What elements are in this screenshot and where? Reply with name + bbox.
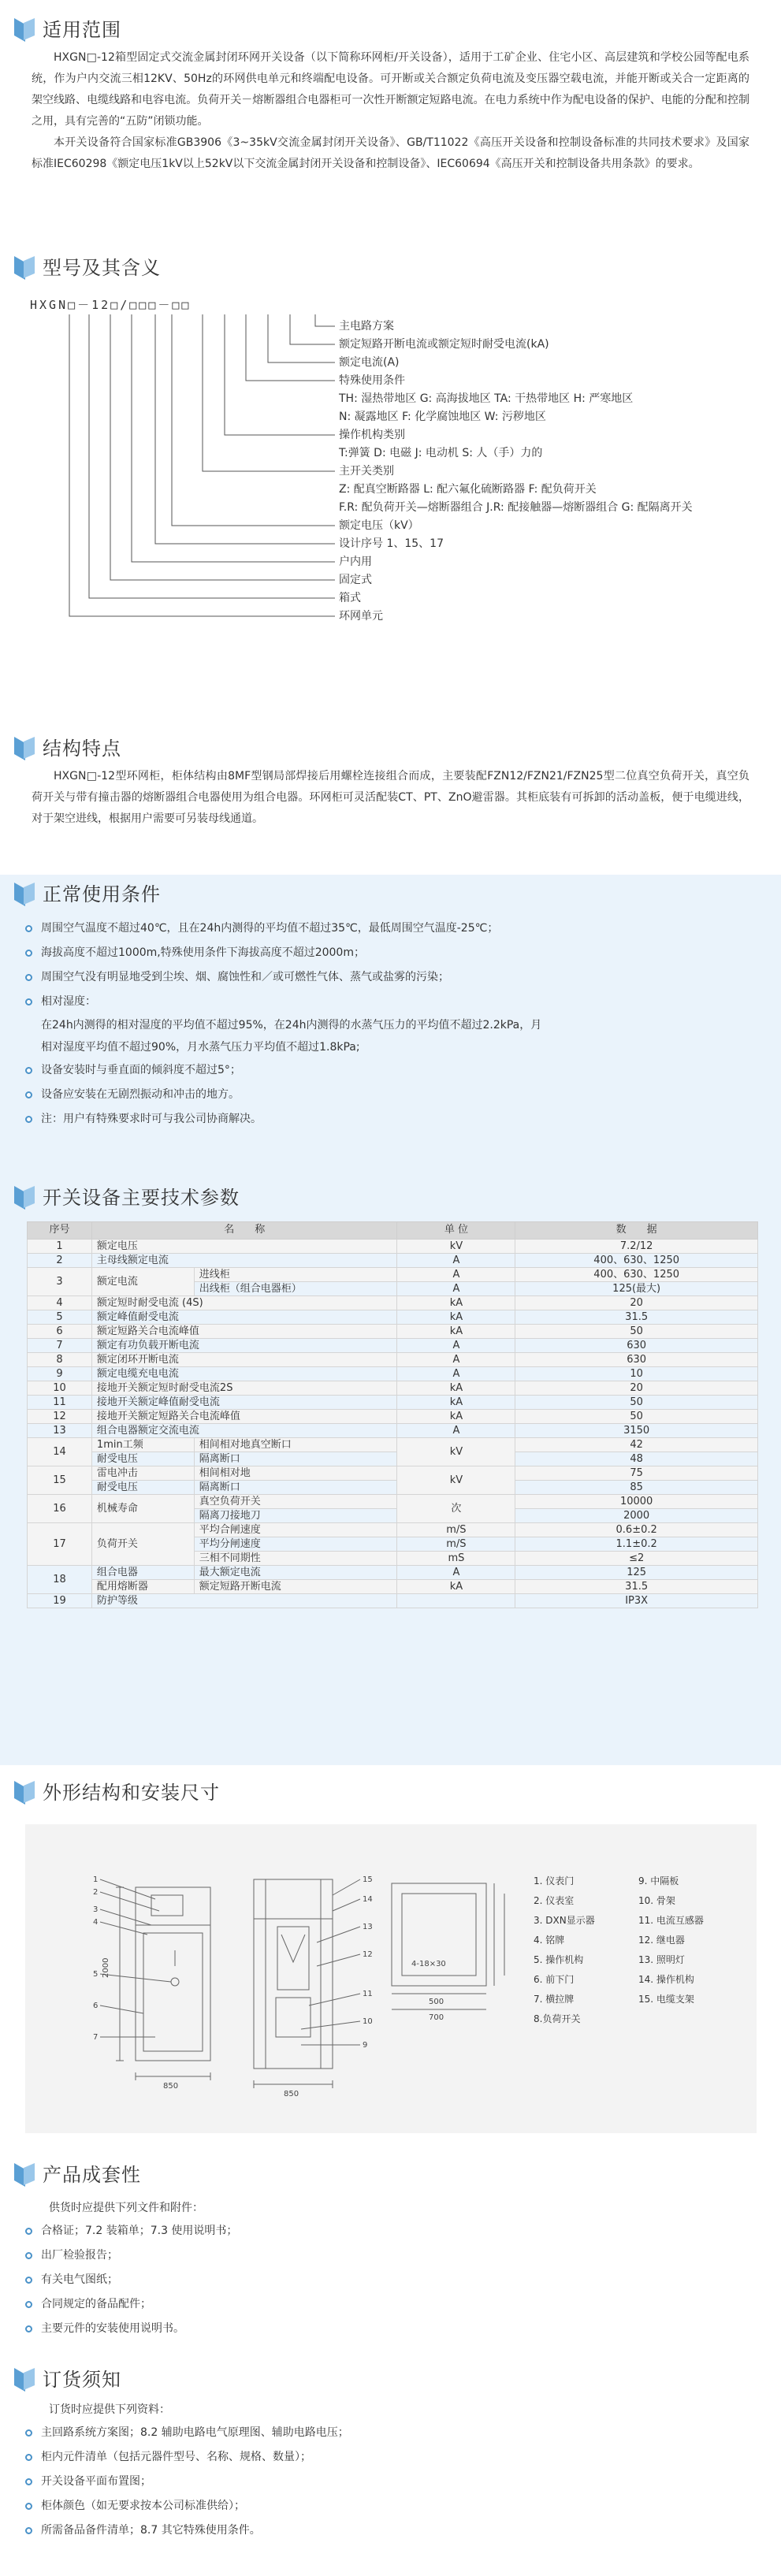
table-cell: 三相不同期性 xyxy=(194,1552,397,1566)
params-table xyxy=(27,1221,758,1608)
table-cell: 4 xyxy=(28,1296,92,1310)
table-cell: 50 xyxy=(515,1410,758,1424)
table-cell: m/S xyxy=(397,1537,515,1552)
order-section xyxy=(0,2364,781,2576)
table-cell: 相间相对地 xyxy=(194,1466,397,1481)
table-cell: 50 xyxy=(515,1396,758,1410)
table-cell: ≤2 xyxy=(515,1552,758,1566)
table-cell: 耐受电压 xyxy=(91,1452,194,1466)
table-cell: 13 xyxy=(28,1424,92,1438)
model-code: HXGN□－12□/□□□－□□ xyxy=(30,298,192,312)
model-label: 环网单元 xyxy=(339,610,383,623)
model-label: N: 凝露地区 F: 化学腐蚀地区 W: 污秽地区 xyxy=(339,411,546,423)
conditions-title xyxy=(14,879,161,910)
list-item-text: 海拔高度不超过1000m,特殊使用条件下海拔高度不超过2000m； xyxy=(41,946,365,959)
model-leader-line xyxy=(172,314,335,526)
table-row xyxy=(28,1296,758,1310)
table-cell: 平均分闸速度 xyxy=(194,1537,397,1552)
table-cell: IP3X xyxy=(515,1594,758,1608)
table-row xyxy=(28,1410,758,1424)
table-cell: kA xyxy=(397,1381,515,1396)
table-cell: 额定峰值耐受电流 xyxy=(91,1310,397,1325)
list-item-text: 主回路系统方案图；8.2 辅助电路电气原理图、辅助电路电压； xyxy=(41,2426,349,2439)
table-cell: 10 xyxy=(28,1381,92,1396)
list-item-text: 开关设备平面布置图； xyxy=(41,2475,151,2488)
table-cell: 11 xyxy=(28,1396,92,1410)
table-cell: 真空负荷开关 xyxy=(194,1495,397,1509)
table-cell: A xyxy=(397,1268,515,1282)
model-label: 固定式 xyxy=(339,574,372,586)
legend-item: 9. 中隔板 xyxy=(638,1875,679,1886)
table-cell: kA xyxy=(397,1296,515,1310)
table-cell: kV xyxy=(397,1438,515,1466)
table-cell: A xyxy=(397,1566,515,1580)
table-cell: 接地开关额定短时耐受电流2S xyxy=(91,1381,397,1396)
list-item-text: 主要元件的安装使用说明书。 xyxy=(41,2322,184,2335)
table-cell: 接地开关额定短路关合电流峰值 xyxy=(91,1410,397,1424)
bullet-icon xyxy=(25,2301,32,2308)
structure-section xyxy=(0,725,781,875)
svg-text:7: 7 xyxy=(93,2033,99,2042)
dim-side-width: 850 xyxy=(284,2090,299,2098)
table-row xyxy=(28,1438,758,1452)
legend-item: 10. 骨架 xyxy=(638,1895,675,1906)
outline-title xyxy=(14,1777,220,1808)
list-item xyxy=(22,965,757,990)
bullet-icon xyxy=(25,2429,32,2437)
structure-title xyxy=(14,733,121,764)
structure-text xyxy=(32,766,749,830)
table-cell: 1 xyxy=(28,1240,92,1254)
table-cell: A xyxy=(397,1353,515,1367)
completeness-title xyxy=(14,2159,141,2191)
svg-text:10: 10 xyxy=(363,2017,373,2026)
table-cell: 12 xyxy=(28,1410,92,1424)
table-cell: 31.5 xyxy=(515,1580,758,1594)
table-cell: 隔离断口 xyxy=(194,1452,397,1466)
table-row xyxy=(28,1424,758,1438)
table-cell: 1.1±0.2 xyxy=(515,1537,758,1552)
bullet-icon xyxy=(25,2478,32,2485)
table-header: 数 据 xyxy=(515,1222,758,1240)
model-label: 额定电压（kV） xyxy=(339,519,419,532)
table-cell: A xyxy=(397,1254,515,1268)
legend-item: 8.负荷开关 xyxy=(534,2013,581,2024)
table-cell: 10000 xyxy=(515,1495,758,1509)
table-cell: A xyxy=(397,1367,515,1381)
table-cell: 50 xyxy=(515,1325,758,1339)
list-item-text: 柜体颜色（如无要求按本公司标准供给）； xyxy=(41,2500,245,2512)
table-cell: 2000 xyxy=(515,1509,758,1523)
list-item-text: 设备应安装在无剧烈振动和冲击的地方。 xyxy=(41,1088,240,1101)
legend-item: 3. DXN显示器 xyxy=(534,1915,595,1926)
section-heading: 适用范围 xyxy=(43,18,121,41)
outline-section xyxy=(0,1761,781,2155)
legend-item: 6. 前下门 xyxy=(534,1974,575,1985)
table-cell: 31.5 xyxy=(515,1310,758,1325)
table-cell: 42 xyxy=(515,1438,758,1452)
list-item xyxy=(22,1107,757,1132)
table-cell: 400、630、1250 xyxy=(515,1268,758,1282)
bullet-icon xyxy=(25,950,32,957)
table-cell: m/S xyxy=(397,1523,515,1537)
list-item xyxy=(22,990,757,1014)
model-leader-line xyxy=(290,314,335,344)
table-cell: kA xyxy=(397,1310,515,1325)
model-label: 额定电流(A) xyxy=(339,356,400,369)
list-item-text: 周围空气没有明显地受到尘埃、烟、腐蚀性和／或可燃性气体、蒸气或盐雾的污染； xyxy=(41,971,449,983)
table-cell: 7 xyxy=(28,1339,92,1353)
model-label: 设计序号 1、15、17 xyxy=(339,537,444,550)
list-item xyxy=(22,2470,757,2494)
table-cell: kV xyxy=(397,1240,515,1254)
bullet-icon xyxy=(25,1091,32,1098)
list-item xyxy=(22,916,757,941)
list-item xyxy=(22,2317,757,2341)
legend-item: 11. 电流互感器 xyxy=(638,1915,704,1926)
model-leader-line xyxy=(110,314,335,580)
table-cell: 负荷开关 xyxy=(91,1523,194,1566)
scope-section xyxy=(0,0,781,236)
structure-paragraph: HXGN□-12型环网柜，柜体结构由8MF型钢局部焊接后用螺栓连接组合而成，主要装配FZN12/FZN21/FZN25型二位真空负荷开关，真空负荷开关与带有撞击器的熔断器组合电器使用为组合电器。环网柜可灵活配装CT、PT、ZnO避雷器。其柜底装有可拆卸的活动盖板，便于电缆进线，对于架空进线，根据用户需要可另装母线通道。 xyxy=(32,770,749,825)
section-heading: 结构特点 xyxy=(43,737,121,760)
table-cell: 125 xyxy=(515,1566,758,1580)
model-label: F.R: 配负荷开关—熔断器组合 J.R: 配接触器—熔断器组合 G: 配隔离开关 xyxy=(339,501,693,514)
section-marker-icon xyxy=(14,737,35,760)
table-row xyxy=(28,1339,758,1353)
list-item-text: 注：用户有特殊要求时可与我公司协商解决。 xyxy=(41,1113,262,1125)
table-row xyxy=(28,1594,758,1608)
table-cell xyxy=(397,1594,515,1608)
list-item xyxy=(22,2494,757,2518)
table-row xyxy=(28,1452,758,1466)
list-item-text: 相对湿度： xyxy=(41,995,96,1008)
model-label: Z: 配真空断路器 L: 配六氟化硫断路器 F: 配负荷开关 xyxy=(339,483,597,496)
svg-text:13: 13 xyxy=(363,1923,373,1931)
table-cell: 10 xyxy=(515,1367,758,1381)
section-marker-icon xyxy=(14,1186,35,1210)
svg-text:2: 2 xyxy=(93,1888,99,1897)
table-cell: 630 xyxy=(515,1353,758,1367)
table-row xyxy=(28,1481,758,1495)
model-label: 特殊使用条件 xyxy=(339,374,405,387)
humidity-detail: 相对湿度平均值不超过90%，月水蒸气压力平均值不超过1.8kPa; xyxy=(41,1041,360,1054)
legend-item: 12. 继电器 xyxy=(638,1935,685,1946)
list-item xyxy=(22,2268,757,2292)
bullet-icon xyxy=(25,2277,32,2284)
model-leader-line xyxy=(225,314,335,435)
conditions-list xyxy=(22,916,757,1132)
list-item-text: 周围空气温度不超过40℃，且在24h内测得的平均值不超过35℃，最低周围空气温度-25℃； xyxy=(41,922,499,935)
legend-left xyxy=(534,1872,595,2029)
table-cell: 630 xyxy=(515,1339,758,1353)
table-cell: 19 xyxy=(28,1594,92,1608)
model-title xyxy=(14,252,161,284)
section-heading: 产品成套性 xyxy=(43,2163,141,2186)
legend-item: 15. 电缆支架 xyxy=(638,1994,694,2005)
model-section xyxy=(0,244,781,686)
table-cell: 进线柜 xyxy=(194,1268,397,1282)
table-header: 单 位 xyxy=(397,1222,515,1240)
model-leader-line xyxy=(89,314,335,598)
table-row xyxy=(28,1268,758,1282)
scope-paragraph-1: HXGN□-12箱型固定式交流金属封闭环网开关设备（以下简称环网柜/开关设备），适用于工矿企业、住宅小区、高层建筑和学校公园等配电系统，作为户内交流三相12KV、50Hz的环网供电单元和终端配电设备。可开断或关合额定负荷电流及变压器空载电流，并能开断或关合一定距离的架空线路、电缆线路和电容电流。负荷开关－熔断器组合电器柜可一次性开断额定短路电流。在电力系统中作为配电设备的保护、电能的分配和控制之用，具有完善的“五防”闭锁功能。 xyxy=(32,51,749,128)
list-item xyxy=(22,2421,757,2445)
model-label: T:弹簧 D: 电磁 J: 电动机 S: 人（手）力的 xyxy=(339,447,543,459)
table-cell: 5 xyxy=(28,1310,92,1325)
table-cell: 2 xyxy=(28,1254,92,1268)
table-cell: 额定短时耐受电流 (4S) xyxy=(91,1296,397,1310)
table-row xyxy=(28,1381,758,1396)
table-cell: 16 xyxy=(28,1495,92,1523)
table-cell: kA xyxy=(397,1410,515,1424)
table-cell: 主母线额定电流 xyxy=(91,1254,397,1268)
list-item-text: 有关电气图纸； xyxy=(41,2273,118,2286)
front-view-cabinet xyxy=(136,1887,210,2061)
bullet-icon xyxy=(25,2503,32,2510)
bullet-icon xyxy=(25,1116,32,1123)
table-header: 序号 xyxy=(28,1222,92,1240)
conditions-section xyxy=(0,879,781,1178)
table-cell: 隔离断口 xyxy=(194,1481,397,1495)
table-cell: 额定电缆充电电流 xyxy=(91,1367,397,1381)
legend-item: 5. 操作机构 xyxy=(534,1954,584,1965)
list-item-text: 合同规定的备品配件； xyxy=(41,2298,151,2310)
table-cell: 18 xyxy=(28,1566,92,1594)
model-leader-line xyxy=(268,314,335,362)
legend-item: 1. 仪表门 xyxy=(534,1875,575,1886)
outline-drawing xyxy=(25,1824,757,2133)
scope-title xyxy=(14,14,121,46)
list-item-text: 所需备品备件清单；8.7 其它特殊使用条件。 xyxy=(41,2524,261,2537)
legend-right xyxy=(638,1872,704,2009)
table-cell: 9 xyxy=(28,1367,92,1381)
table-cell: kV xyxy=(397,1466,515,1495)
table-cell: 耐受电压 xyxy=(91,1481,194,1495)
table-row xyxy=(28,1325,758,1339)
svg-text:9: 9 xyxy=(363,2041,368,2050)
legend-item: 14. 操作机构 xyxy=(638,1974,694,1985)
table-row xyxy=(28,1254,758,1268)
list-item xyxy=(22,2518,757,2543)
svg-text:15: 15 xyxy=(363,1875,373,1884)
model-label: 户内用 xyxy=(339,556,372,568)
list-item xyxy=(22,1058,757,1083)
table-cell: 额定有功负载开断电流 xyxy=(91,1339,397,1353)
table-cell: kA xyxy=(397,1580,515,1594)
table-cell: A xyxy=(397,1339,515,1353)
list-item xyxy=(22,2219,757,2243)
dim-plan-inner: 500 xyxy=(429,1998,444,2006)
order-list xyxy=(22,2399,757,2543)
svg-text:12: 12 xyxy=(363,1950,373,1959)
table-cell: 125(最大) xyxy=(515,1282,758,1296)
table-row xyxy=(28,1240,758,1254)
table-cell: 额定短路关合电流峰值 xyxy=(91,1325,397,1339)
table-cell: 15 xyxy=(28,1466,92,1495)
bullet-icon xyxy=(25,2527,32,2534)
scope-paragraph-2: 本开关设备符合国家标准GB3906《3~35kV交流金属封闭开关设备》、GB/T11022《高压开关设备和控制设备标准的共同技术要求》及国家标准IEC60298《额定电压1kV以上52kV以下交流金属封闭开关设备和控制设备》、IEC60694《高压开关和控制设备共用条款》的要求。 xyxy=(32,136,749,170)
table-cell: 3 xyxy=(28,1268,92,1296)
table-cell: 20 xyxy=(515,1296,758,1310)
table-cell: 额定电压 xyxy=(91,1240,397,1254)
table-cell: 400、630、1250 xyxy=(515,1254,758,1268)
table-row xyxy=(28,1523,758,1537)
table-cell: 额定闭环开断电流 xyxy=(91,1353,397,1367)
table-cell: 85 xyxy=(515,1481,758,1495)
model-label: 操作机构类别 xyxy=(339,429,405,441)
table-cell: 6 xyxy=(28,1325,92,1339)
params-section xyxy=(0,1174,781,1749)
section-marker-icon xyxy=(14,256,35,280)
dim-plan-outer: 700 xyxy=(429,2013,444,2022)
table-row xyxy=(28,1580,758,1594)
table-cell: 8 xyxy=(28,1353,92,1367)
section-marker-icon xyxy=(14,883,35,906)
svg-text:5: 5 xyxy=(93,1970,99,1979)
table-cell: 最大额定电流 xyxy=(194,1566,397,1580)
completeness-list xyxy=(22,2197,757,2341)
completeness-section xyxy=(0,2159,781,2364)
list-item-text: 柜内元件清单（包括元器件型号、名称、规格、数量）； xyxy=(41,2451,311,2463)
svg-text:1: 1 xyxy=(93,1875,99,1884)
table-cell: kA xyxy=(397,1325,515,1339)
table-row xyxy=(28,1353,758,1367)
table-cell: 20 xyxy=(515,1381,758,1396)
bullet-icon xyxy=(25,2228,32,2235)
table-cell: 接地开关额定峰值耐受电流 xyxy=(91,1396,397,1410)
section-heading: 订货须知 xyxy=(43,2368,121,2391)
list-item-text: 合格证；7.2 装箱单；7.3 使用说明书； xyxy=(41,2225,238,2237)
params-title xyxy=(14,1182,240,1214)
table-cell: 出线柜（组合电器柜） xyxy=(194,1282,397,1296)
legend-item: 13. 照明灯 xyxy=(638,1954,685,1965)
table-row xyxy=(28,1396,758,1410)
completeness-intro: 供货时应提供下列文件和附件： xyxy=(49,2202,203,2214)
table-cell: 0.6±0.2 xyxy=(515,1523,758,1537)
section-heading: 开关设备主要技术参数 xyxy=(43,1186,240,1209)
model-leader-line xyxy=(132,314,335,562)
table-cell: 48 xyxy=(515,1452,758,1466)
bullet-icon xyxy=(25,998,32,1005)
table-cell: 平均合闸速度 xyxy=(194,1523,397,1537)
list-item xyxy=(22,2243,757,2268)
section-marker-icon xyxy=(14,1781,35,1805)
table-cell: 7.2/12 xyxy=(515,1240,758,1254)
model-diagram xyxy=(0,288,781,697)
list-item xyxy=(22,2292,757,2317)
legend-item: 2. 仪表室 xyxy=(534,1895,575,1906)
table-cell: A xyxy=(397,1282,515,1296)
svg-text:11: 11 xyxy=(363,1990,373,1998)
model-leader-line xyxy=(155,314,335,544)
humidity-detail: 在24h内测得的相对湿度的平均值不超过95%，在24h内测得的水蒸气压力的平均值不超过2.2kPa，月 xyxy=(41,1019,542,1032)
model-label: 额定短路开断电流或额定短时耐受电流(kA) xyxy=(339,338,549,351)
list-item xyxy=(22,941,757,965)
plan-view xyxy=(392,1883,486,1986)
table-row xyxy=(28,1310,758,1325)
table-cell: 防护等级 xyxy=(91,1594,397,1608)
svg-text:6: 6 xyxy=(93,2002,99,2010)
section-heading: 型号及其含义 xyxy=(43,256,161,279)
table-cell: A xyxy=(397,1424,515,1438)
model-leader-line xyxy=(315,314,335,326)
table-row xyxy=(28,1495,758,1509)
table-cell: 次 xyxy=(397,1495,515,1523)
table-cell: 组合电器 xyxy=(91,1566,194,1580)
svg-text:14: 14 xyxy=(363,1895,373,1904)
table-cell: 相间相对地真空断口 xyxy=(194,1438,397,1452)
section-marker-icon xyxy=(14,2368,35,2392)
table-cell: 3150 xyxy=(515,1424,758,1438)
model-label: TH: 湿热带地区 G: 高海拔地区 TA: 干热带地区 H: 严寒地区 xyxy=(339,392,634,405)
model-label: 主电路方案 xyxy=(339,320,394,333)
section-heading: 正常使用条件 xyxy=(43,883,161,905)
table-cell: mS xyxy=(397,1552,515,1566)
table-header: 名 称 xyxy=(91,1222,397,1240)
legend-item: 4. 铭牌 xyxy=(534,1935,565,1946)
section-marker-icon xyxy=(14,18,35,42)
scope-text xyxy=(32,47,749,175)
bullet-icon xyxy=(25,2252,32,2259)
order-intro: 订货时应提供下列资料： xyxy=(49,2403,170,2416)
table-header-row xyxy=(28,1222,758,1240)
table-cell: 隔离刀接地刀 xyxy=(194,1509,397,1523)
table-cell: 14 xyxy=(28,1438,92,1466)
legend-item: 7. 横拉牌 xyxy=(534,1994,575,2005)
dim-height: 2000 xyxy=(102,1957,110,1978)
table-cell: 额定短路开断电流 xyxy=(194,1580,397,1594)
table-cell: 雷电冲击 xyxy=(91,1466,194,1481)
dim-holes: 4-18×30 xyxy=(411,1960,446,1968)
table-cell: 机械寿命 xyxy=(91,1495,194,1523)
svg-text:4: 4 xyxy=(93,1918,99,1927)
table-row xyxy=(28,1566,758,1580)
bullet-icon xyxy=(25,1067,32,1074)
table-row xyxy=(28,1367,758,1381)
table-cell: 1min工频 xyxy=(91,1438,194,1452)
table-cell: kA xyxy=(397,1396,515,1410)
list-item xyxy=(22,1083,757,1107)
table-row xyxy=(28,1466,758,1481)
table-cell: 75 xyxy=(515,1466,758,1481)
dim-front-width: 850 xyxy=(163,2082,179,2091)
model-label: 箱式 xyxy=(339,592,361,604)
model-leader-line xyxy=(203,314,335,471)
table-cell: 组合电器额定交流电流 xyxy=(91,1424,397,1438)
bullet-icon xyxy=(25,2325,32,2333)
list-item xyxy=(22,2445,757,2470)
order-title xyxy=(14,2364,121,2396)
svg-text:3: 3 xyxy=(93,1905,99,1914)
section-marker-icon xyxy=(14,2163,35,2187)
model-label: 主开关类别 xyxy=(339,465,394,478)
table-cell: 17 xyxy=(28,1523,92,1566)
bullet-icon xyxy=(25,2454,32,2461)
section-heading: 外形结构和安装尺寸 xyxy=(43,1781,220,1804)
bullet-icon xyxy=(25,974,32,981)
table-cell: 额定电流 xyxy=(91,1268,194,1296)
list-item-text: 设备安装时与垂直面的倾斜度不超过5°； xyxy=(41,1064,241,1076)
table-cell: 配用熔断器 xyxy=(91,1580,194,1594)
bullet-icon xyxy=(25,925,32,932)
list-item-text: 出厂检验报告； xyxy=(41,2249,118,2262)
